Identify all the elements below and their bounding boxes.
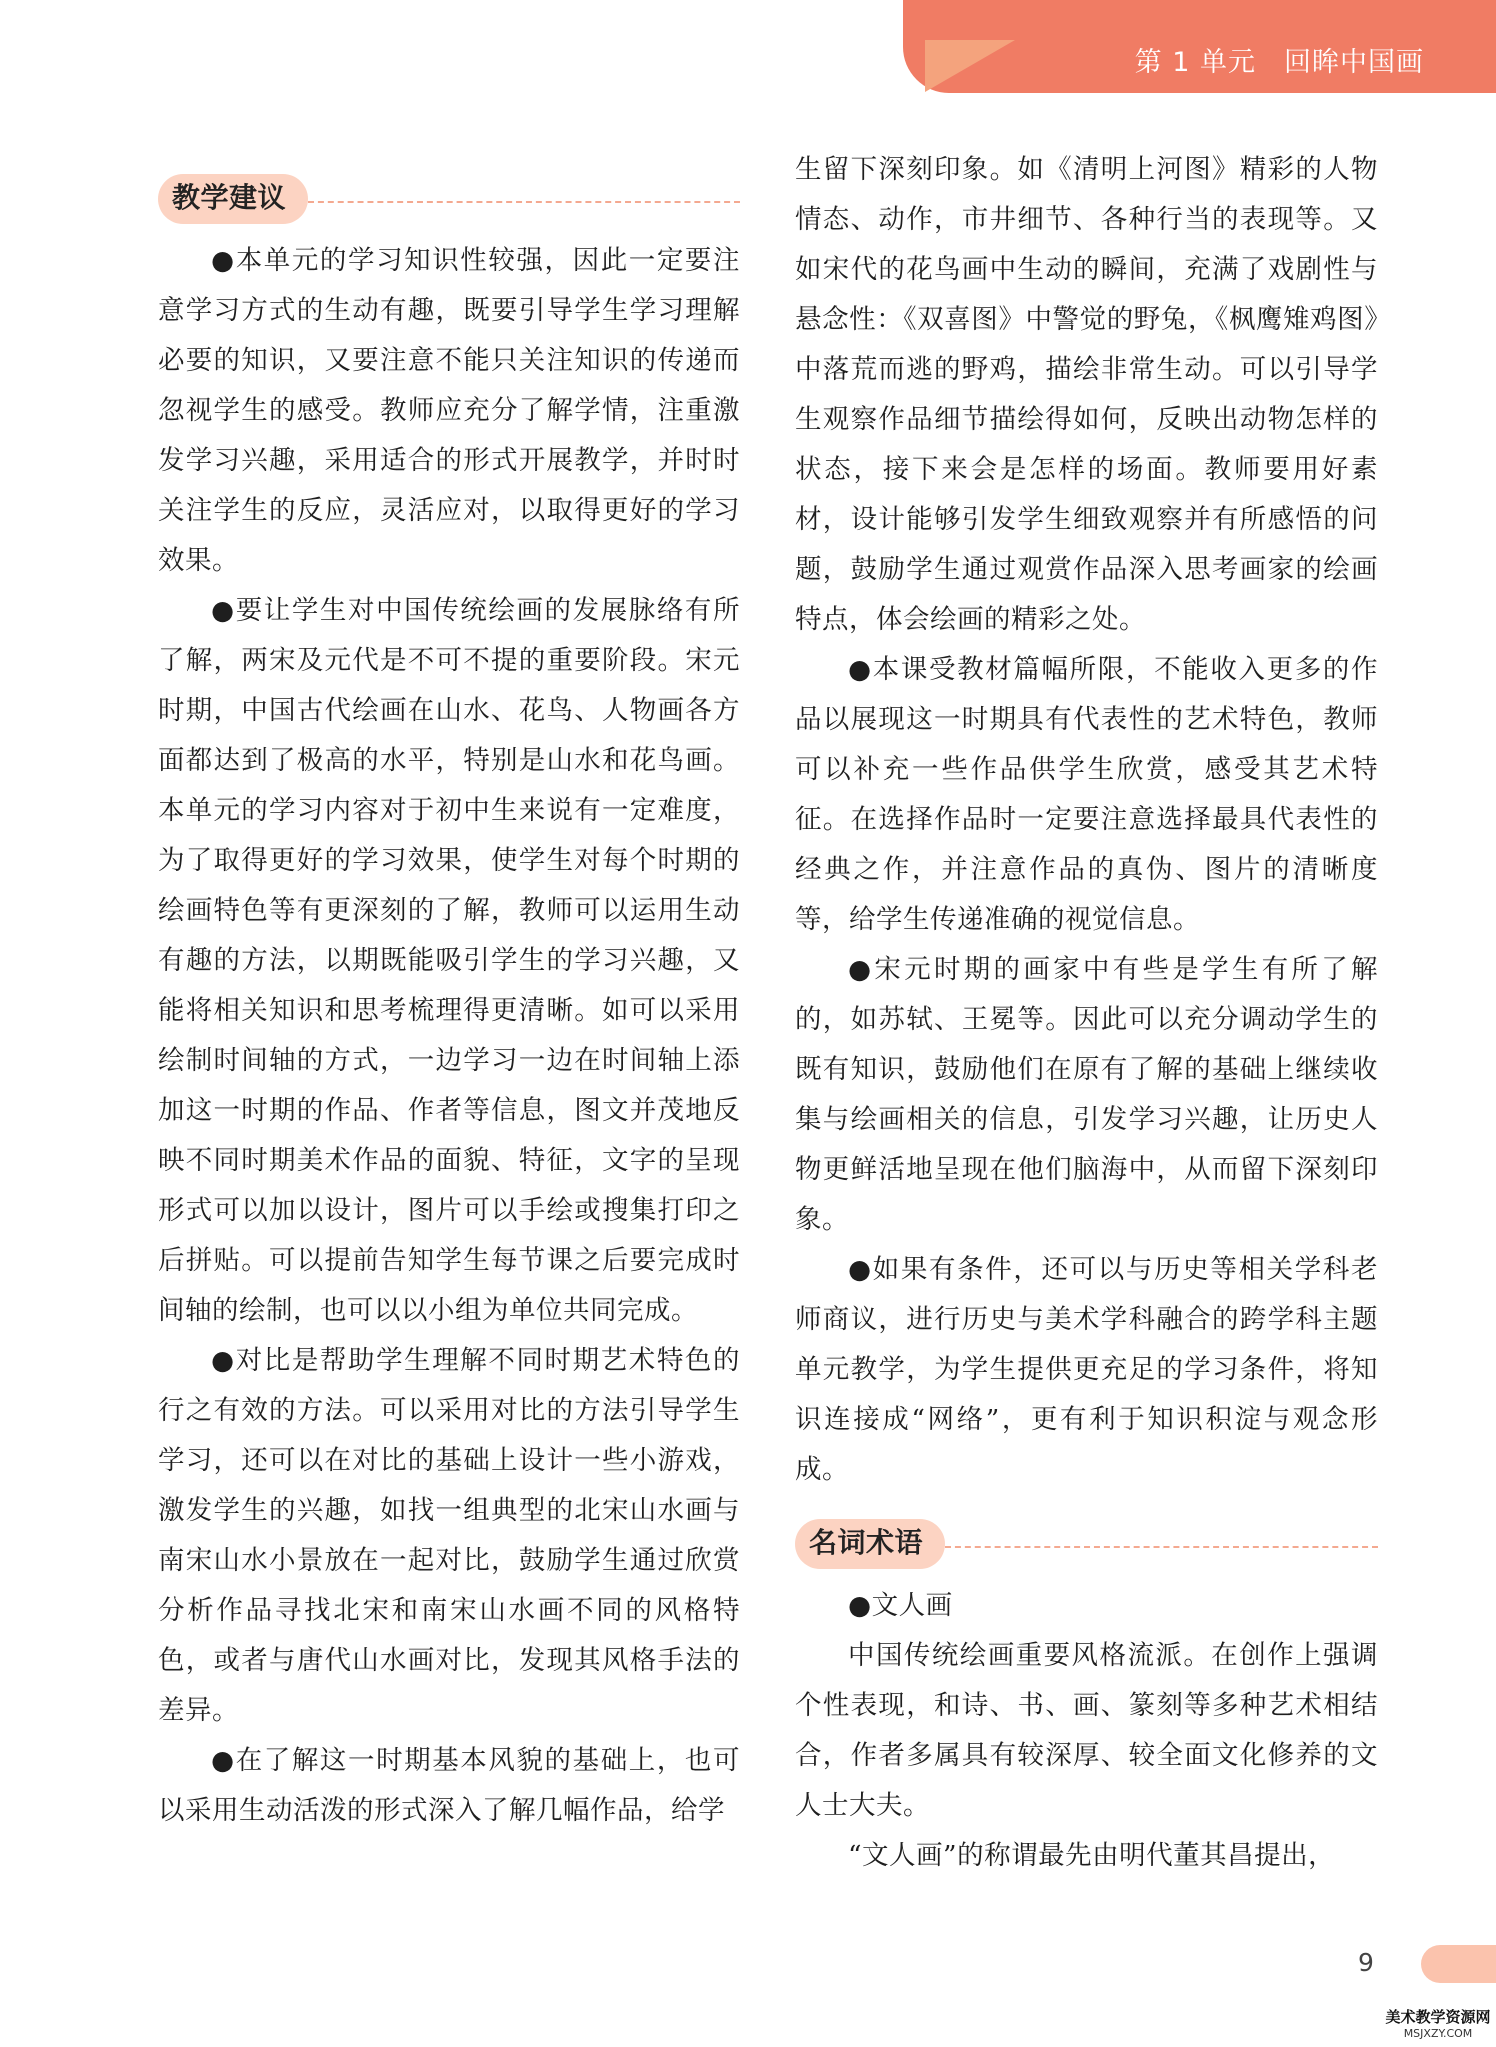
paragraph: ●如果有条件，还可以与历史等相关学科老师商议，进行历史与美术学科融合的跨学科主题单元教学，为学生提供更充足的学习条件，将知识连接成“网络”，更有利于知识积淀与观念形成。	[795, 1254, 1378, 1485]
right-column	[795, 145, 1378, 1881]
section-divider	[308, 201, 740, 203]
paragraph: ●要让学生对中国传统绘画的发展脉络有所了解，两宋及元代是不可不提的重要阶段。宋元时期，中国古代绘画在山水、花鸟、人物画各方面都达到了极高的水平，特别是山水和花鸟画。本单元的学习内容对于初中生来说有一定难度，为了取得更好的学习效果，使学生对每个时期的绘画特色等有更深刻的了解，教师可以运用生动有趣的方法，以期既能吸引学生的学习兴趣，又能将相关知识和思考梳理得更清晰。如可以采用绘制时间轴的方式，一边学习一边在时间轴上添加这一时期的作品、作者等信息，图文并茂地反映不同时期美术作品的面貌、特征，文字的呈现形式可以加以设计，图片可以手绘或搜集打印之后拼贴。可以提前告知学生每节课之后要完成时间轴的绘制，也可以以小组为单位共同完成。	[158, 595, 740, 1326]
glossary-term: ●文人画	[848, 1590, 953, 1621]
glossary-definition: 中国传统绘画重要风格流派。在创作上强调个性表现，和诗、书、画、篆刻等多种艺术相结合，作者多属具有较深厚、较全面文化修养的文人士大夫。	[795, 1640, 1378, 1821]
paragraph: ●对比是帮助学生理解不同时期艺术特色的行之有效的方法。可以采用对比的方法引导学生学习，还可以在对比的基础上设计一些小游戏，激发学生的兴趣，如找一组典型的北宋山水画与南宋山水小景放在一起对比，鼓励学生通过欣赏分析作品寻找北宋和南宋山水画不同的风格特色，或者与唐代山水画对比，发现其风格手法的差异。	[158, 1345, 740, 1726]
page-tab-decoration	[1421, 1945, 1496, 1983]
watermark-main: 美术教学资源网	[1385, 2008, 1491, 2026]
unit-title: 第 1 单元 回眸中国画	[1134, 47, 1424, 78]
section-heading-glossary	[795, 1513, 1378, 1575]
left-column	[158, 160, 740, 1836]
paragraph: ●本课受教材篇幅所限，不能收入更多的作品以展现这一时期具有代表性的艺术特色，教师可以补充一些作品供学生欣赏，感受其艺术特征。在选择作品时一定要注意选择最具代表性的经典之作，并注意作品的真伪、图片的清晰度等，给学生传递准确的视觉信息。	[795, 654, 1378, 935]
glossary-note: “文人画”的称谓最先由明代董其昌提出，	[848, 1840, 1336, 1871]
watermark-sub: MSJXZY.COM	[1403, 2027, 1473, 2040]
section-title: 教学建议	[158, 174, 308, 224]
section-heading-teaching	[158, 168, 740, 230]
paragraph: ●在了解这一时期基本风貌的基础上，也可以采用生动活泼的形式深入了解几幅作品，给学	[158, 1745, 740, 1826]
paragraph: ●宋元时期的画家中有些是学生有所了解的，如苏轼、王冕等。因此可以充分调动学生的既有知识，鼓励他们在原有了解的基础上继续收集与绘画相关的信息，引发学习兴趣，让历史人物更鲜活地呈现在他们脑海中，从而留下深刻印象。	[795, 954, 1378, 1235]
section-divider	[945, 1546, 1378, 1548]
glossary-title: 名词术语	[795, 1519, 945, 1569]
banner-decoration	[925, 40, 1015, 92]
paragraph: ●本单元的学习知识性较强，因此一定要注意学习方式的生动有趣，既要引导学生学习理解必要的知识，又要注意不能只关注知识的传递而忽视学生的感受。教师应充分了解学情，注重激发学习兴趣，采用适合的形式开展教学，并时时关注学生的反应，灵活应对，以取得更好的学习效果。	[158, 245, 740, 576]
page-number: 9	[1358, 1948, 1374, 1977]
watermark	[1380, 2005, 1496, 2047]
paragraph-continuation: 生留下深刻印象。如《清明上河图》精彩的人物情态、动作，市井细节、各种行当的表现等。又如宋代的花鸟画中生动的瞬间，充满了戏剧性与悬念性：《双喜图》中警觉的野兔，《枫鹰雉鸡图》中落荒而逃的野鸡，描绘非常生动。可以引导学生观察作品细节描绘得如何，反映出动物怎样的状态，接下来会是怎样的场面。教师要用好素材，设计能够引发学生细致观察并有所感悟的问题，鼓励学生通过观赏作品深入思考画家的绘画特点，体会绘画的精彩之处。	[795, 154, 1378, 635]
